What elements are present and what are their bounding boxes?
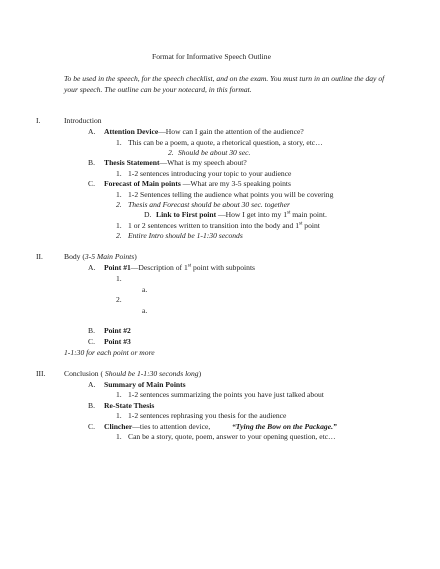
item-2b-marker: B. [88,326,95,335]
point-3-heading: Point #3 [104,337,131,346]
item-1d1-sup: st [299,221,303,227]
item-1d-marker: D. [144,210,152,219]
restate-thesis-heading: Re-State Thesis [104,401,155,410]
item-3b1-text: 1-2 sentences rephrasing you thesis for the audience [128,411,287,420]
item-2a2a-marker: a. [142,306,148,315]
conclusion-heading: Conclusion ( [64,369,105,378]
intro-paragraph: To be used in the speech, for the speech checklist, and on the exam. You must turn in an outline the day of your speech. The outline can be your notecard, in this format. [64,74,385,94]
clincher-heading: Clincher [104,422,133,431]
item-2a1a-marker: a. [142,285,148,294]
item-1b-line [104,158,247,168]
body-heading-note: 3-5 Main Points [84,252,135,261]
item-1c2-text: Thesis and Forecast should be about 30 sec. together [128,200,290,209]
item-1c1-text: 1-2 Sentences telling the audience what points you will be covering [128,190,334,199]
item-1a2-text: Should be about 30 sec. [178,148,251,157]
link-tail: main point. [290,210,327,219]
item-1c-line [104,179,291,189]
item-1b-marker: B. [88,158,95,167]
item-3a1-marker: 1. [116,390,122,399]
section-2-heading [64,252,137,262]
item-3c1-text: Can be a story, quote, poem, answer to your opening question, etc… [128,432,336,441]
item-1a1-text: This can be a poem, a quote, a rhetorical question, a story, etc… [128,138,323,147]
item-1d2-text: Entire Intro should be 1-1:30 seconds [128,231,243,240]
point-1-text: —Description of 1 [130,263,188,272]
attention-device-text: —How can I gain the attention of the audience? [158,127,304,136]
item-2c-marker: C. [88,337,95,346]
body-timing-note: 1-1:30 for each point or more [64,348,155,357]
item-2a-line [104,263,255,273]
item-1c1-marker: 1. [116,190,122,199]
point-1-tail: point with subpoints [191,263,256,272]
item-3c1-marker: 1. [116,432,122,441]
conclusion-heading-note: Should be 1-1:30 seconds long [104,369,199,378]
attention-device-heading: Attention Device [104,127,159,136]
item-3c-marker: C. [88,422,95,431]
section-1-number: I. [36,116,41,125]
item-3b-marker: B. [88,401,95,410]
item-1a1-marker: 1. [116,138,122,147]
link-sup: st [287,210,291,216]
body-heading: Body ( [64,252,85,261]
section-3-heading [64,369,201,379]
page-title: Format for Informative Speech Outline [152,52,271,61]
link-text: —How I get into my 1 [216,210,288,219]
clincher-quote: “Tying the Bow on the Package.” [232,422,337,431]
item-2a2-marker: 2. [116,295,122,304]
item-1c-marker: C. [88,179,95,188]
thesis-statement-heading: Thesis Statement [104,158,160,167]
item-1b1-text: 1-2 sentences introducing your topic to your audience [128,169,292,178]
forecast-text: —What are my 3-5 speaking points [180,179,291,188]
body-heading-end: ) [134,252,137,261]
section-3-number: III. [36,369,46,378]
item-2a-marker: A. [88,263,96,272]
thesis-statement-text: —What is my speech about? [159,158,247,167]
conclusion-heading-end: ) [198,369,202,378]
item-2a1-marker: 1. [116,274,122,283]
item-3a-marker: A. [88,380,96,389]
link-heading: Link to First point [156,210,217,219]
item-3c-line [104,422,210,432]
item-1d1-tail: point [302,221,320,230]
item-1d1-line [128,221,320,231]
point-2-heading: Point #2 [104,326,131,335]
item-1a-marker: A. [88,127,96,136]
item-1a-line [104,127,304,137]
item-1c2-marker: 2. [116,200,122,209]
item-1d1-marker: 1. [116,221,122,230]
section-1-heading: Introduction [64,116,102,125]
item-1a2-marker: 2. [168,148,174,157]
item-3b1-marker: 1. [116,411,122,420]
item-1d1-text: 1 or 2 sentences written to transition into the body and 1 [128,221,300,230]
item-3a1-text: 1-2 sentences summarizing the points you have just talked about [128,390,324,399]
point-1-heading: Point #1 [104,263,131,272]
clincher-text: —ties to attention device, [132,422,211,431]
forecast-heading: Forecast of Main points [104,179,181,188]
item-1d2-marker: 2. [116,231,122,240]
point-1-sup: st [187,263,192,269]
item-1b1-marker: 1. [116,169,122,178]
item-1d-line [156,210,327,220]
summary-heading: Summary of Main Points [104,380,186,389]
section-2-number: II. [36,252,43,261]
